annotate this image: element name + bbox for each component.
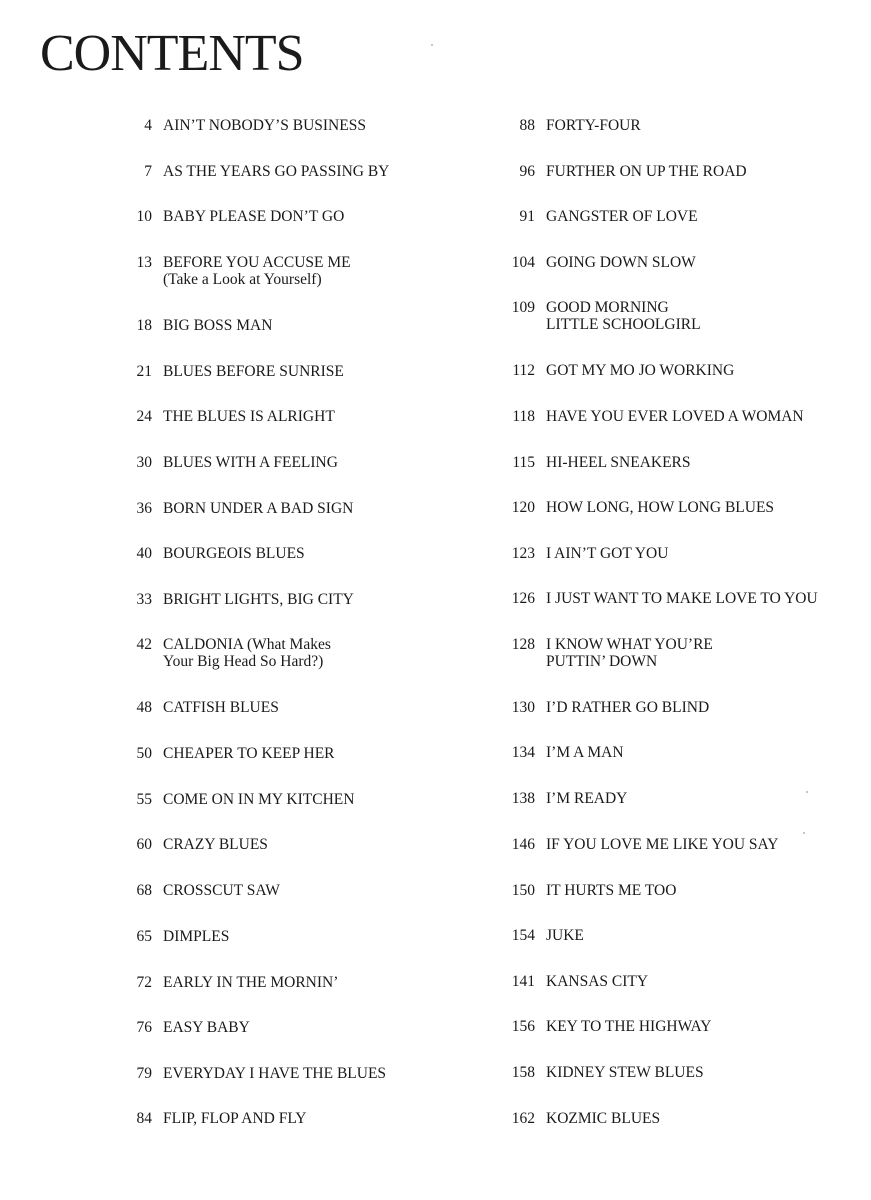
toc-entry bbox=[0, 117, 460, 134]
toc-entry bbox=[0, 1019, 460, 1036]
toc-song-title-line: EARLY IN THE MORNIN’ bbox=[163, 974, 339, 991]
toc-page-number: 72 bbox=[136, 974, 152, 991]
toc-song-title bbox=[535, 699, 709, 716]
toc-song-title-line: COME ON IN MY KITCHEN bbox=[163, 791, 355, 808]
toc-song-title bbox=[535, 208, 698, 225]
toc-song-title bbox=[152, 208, 344, 225]
toc-page-number: 13 bbox=[136, 254, 152, 271]
toc-entry bbox=[460, 836, 871, 853]
toc-song-title bbox=[152, 928, 229, 945]
toc-page-number: 79 bbox=[136, 1065, 152, 1082]
toc-page-number: 104 bbox=[511, 254, 535, 271]
toc-page-number: 21 bbox=[136, 363, 152, 380]
toc-page-number: 55 bbox=[136, 791, 152, 808]
toc-song-title-line: AIN’T NOBODY’S BUSINESS bbox=[163, 117, 366, 134]
toc-page-number: 134 bbox=[511, 744, 535, 761]
toc-song-title bbox=[152, 545, 305, 562]
toc-song-title-line: BLUES BEFORE SUNRISE bbox=[163, 363, 344, 380]
toc-page-number: 128 bbox=[511, 636, 535, 653]
toc-page-number: 158 bbox=[511, 1064, 535, 1081]
toc-song-title bbox=[152, 791, 354, 808]
toc-entry bbox=[460, 454, 871, 471]
toc-song-title bbox=[535, 408, 804, 425]
toc-page-number: 96 bbox=[519, 163, 535, 180]
toc-page-number: 76 bbox=[136, 1019, 152, 1036]
toc-page-number: 33 bbox=[136, 591, 152, 608]
toc-page-number: 48 bbox=[136, 699, 152, 716]
toc-song-title-line: GOING DOWN SLOW bbox=[546, 254, 696, 271]
toc-song-title bbox=[535, 744, 624, 761]
toc-page-number: 84 bbox=[136, 1110, 152, 1127]
toc-song-title-line: BOURGEOIS BLUES bbox=[163, 545, 305, 562]
toc-entry bbox=[460, 744, 871, 761]
toc-entry bbox=[460, 545, 871, 562]
toc-song-title bbox=[152, 974, 338, 991]
toc-entry bbox=[0, 208, 460, 225]
toc-entry bbox=[0, 791, 460, 808]
toc-song-title bbox=[152, 163, 389, 180]
toc-entry bbox=[460, 499, 871, 516]
toc-entry bbox=[460, 254, 871, 271]
toc-entry bbox=[460, 362, 871, 379]
toc-entry bbox=[0, 928, 460, 945]
toc-song-title bbox=[535, 1110, 660, 1127]
toc-entry bbox=[0, 636, 460, 670]
toc-song-title-line: I’M READY bbox=[546, 790, 628, 807]
toc-page-number: 10 bbox=[136, 208, 152, 225]
toc-song-title-line: GOOD MORNING bbox=[546, 299, 669, 316]
toc-song-title bbox=[535, 973, 648, 990]
toc-song-title bbox=[535, 590, 818, 607]
paper-speck bbox=[803, 832, 805, 834]
toc-song-title bbox=[535, 499, 774, 516]
toc-entry bbox=[460, 117, 871, 134]
toc-entry bbox=[460, 927, 871, 944]
toc-song-title bbox=[535, 163, 747, 180]
toc-entry bbox=[0, 1110, 460, 1127]
toc-song-title-line: BEFORE YOU ACCUSE ME bbox=[163, 254, 351, 271]
toc-page-number: 40 bbox=[136, 545, 152, 562]
toc-page-number: 146 bbox=[511, 836, 535, 853]
toc-song-title bbox=[152, 454, 338, 471]
toc-page-number: 126 bbox=[511, 590, 535, 607]
toc-song-title bbox=[152, 1019, 250, 1036]
toc-song-title-line: GOT MY MO JO WORKING bbox=[546, 362, 735, 379]
toc-page-number: 18 bbox=[136, 317, 152, 334]
toc-song-title-line: KEY TO THE HIGHWAY bbox=[546, 1018, 712, 1035]
toc-song-title bbox=[535, 117, 641, 134]
toc-song-title bbox=[535, 254, 696, 271]
toc-song-title-line: FORTY-FOUR bbox=[546, 117, 641, 134]
toc-entry bbox=[0, 591, 460, 608]
toc-page-number: 68 bbox=[136, 882, 152, 899]
toc-page-number: 109 bbox=[511, 299, 535, 316]
toc-entry bbox=[0, 454, 460, 471]
toc-page-number: 150 bbox=[511, 882, 535, 899]
toc-entry bbox=[0, 745, 460, 762]
toc-song-title bbox=[152, 591, 354, 608]
toc-song-title-line: CHEAPER TO KEEP HER bbox=[163, 745, 335, 762]
toc-entry bbox=[460, 882, 871, 899]
toc-page-number: 60 bbox=[136, 836, 152, 853]
page-title: CONTENTS bbox=[40, 25, 304, 82]
toc-entry bbox=[460, 699, 871, 716]
toc-song-title-line: CALDONIA (What Makes bbox=[163, 636, 331, 653]
toc-song-title-line: CROSSCUT SAW bbox=[163, 882, 280, 899]
toc-song-title bbox=[152, 1110, 306, 1127]
toc-song-title-line: BORN UNDER A BAD SIGN bbox=[163, 500, 354, 517]
toc-song-title bbox=[535, 362, 734, 379]
toc-page-number: 138 bbox=[511, 790, 535, 807]
toc-page-number: 42 bbox=[136, 636, 152, 653]
toc-song-title-line: I KNOW WHAT YOU’RE bbox=[546, 636, 713, 653]
toc-song-title-line: (Take a Look at Yourself) bbox=[163, 271, 322, 288]
toc-song-title-line: AS THE YEARS GO PASSING BY bbox=[163, 163, 390, 180]
toc-song-title bbox=[535, 454, 691, 471]
toc-song-title-line: LITTLE SCHOOLGIRL bbox=[546, 316, 701, 333]
toc-song-title-line: Your Big Head So Hard?) bbox=[163, 653, 324, 670]
toc-song-title bbox=[152, 1065, 386, 1082]
toc-page-number: 130 bbox=[511, 699, 535, 716]
toc-page-number: 50 bbox=[136, 745, 152, 762]
toc-entry bbox=[460, 208, 871, 225]
toc-page-number: 141 bbox=[511, 973, 535, 990]
toc-entry bbox=[0, 163, 460, 180]
toc-page-number: 30 bbox=[136, 454, 152, 471]
toc-entry bbox=[0, 317, 460, 334]
toc-song-title bbox=[535, 545, 668, 562]
toc-song-title bbox=[535, 636, 713, 670]
toc-song-title-line: IF YOU LOVE ME LIKE YOU SAY bbox=[546, 836, 779, 853]
toc-song-title bbox=[152, 317, 272, 334]
toc-song-title-line: EASY BABY bbox=[163, 1019, 250, 1036]
toc-song-title-line: FURTHER ON UP THE ROAD bbox=[546, 163, 747, 180]
toc-entry bbox=[460, 1064, 871, 1081]
toc-song-title-line: IT HURTS ME TOO bbox=[546, 882, 677, 899]
toc-page-number: 123 bbox=[511, 545, 535, 562]
toc-song-title-line: BLUES WITH A FEELING bbox=[163, 454, 338, 471]
toc-song-title-line: GANGSTER OF LOVE bbox=[546, 208, 698, 225]
toc-song-title bbox=[152, 408, 335, 425]
toc-song-title-line: PUTTIN’ DOWN bbox=[546, 653, 658, 670]
toc-entry bbox=[0, 1065, 460, 1082]
toc-page-number: 118 bbox=[512, 408, 535, 425]
toc-song-title bbox=[152, 882, 280, 899]
toc-song-title bbox=[535, 836, 779, 853]
toc-song-title-line: HOW LONG, HOW LONG BLUES bbox=[546, 499, 775, 516]
toc-song-title bbox=[535, 299, 701, 333]
toc-entry bbox=[460, 1110, 871, 1127]
toc-song-title bbox=[535, 1018, 711, 1035]
paper-speck bbox=[806, 791, 808, 793]
toc-entry bbox=[460, 636, 871, 670]
toc-song-title-line: THE BLUES IS ALRIGHT bbox=[163, 408, 335, 425]
toc-page-number: 4 bbox=[144, 117, 152, 134]
toc-page-number: 65 bbox=[136, 928, 152, 945]
toc-song-title-line: CATFISH BLUES bbox=[163, 699, 279, 716]
toc-page-number: 156 bbox=[511, 1018, 535, 1035]
toc-song-title bbox=[152, 363, 344, 380]
toc-song-title-line: EVERYDAY I HAVE THE BLUES bbox=[163, 1065, 387, 1082]
toc-page-number: 7 bbox=[144, 163, 152, 180]
toc-song-title-line: HAVE YOU EVER LOVED A WOMAN bbox=[546, 408, 804, 425]
toc-song-title-line: BABY PLEASE DON’T GO bbox=[163, 208, 345, 225]
toc-song-title-line: KOZMIC BLUES bbox=[546, 1110, 661, 1127]
toc-song-title bbox=[535, 927, 584, 944]
toc-entry bbox=[460, 408, 871, 425]
toc-page-number: 154 bbox=[511, 927, 535, 944]
toc-song-title-line: BRIGHT LIGHTS, BIG CITY bbox=[163, 591, 354, 608]
toc-entry bbox=[460, 790, 871, 807]
toc-entry bbox=[0, 408, 460, 425]
toc-song-title bbox=[152, 254, 351, 288]
toc-song-title-line: BIG BOSS MAN bbox=[163, 317, 273, 334]
toc-song-title bbox=[152, 745, 335, 762]
toc-entry bbox=[0, 836, 460, 853]
toc-page-number: 88 bbox=[519, 117, 535, 134]
toc-entry bbox=[0, 545, 460, 562]
toc-entry bbox=[0, 254, 460, 288]
toc-page-number: 162 bbox=[511, 1110, 535, 1127]
toc-song-title bbox=[535, 882, 676, 899]
toc-page-number: 112 bbox=[512, 362, 535, 379]
toc-song-title-line: DIMPLES bbox=[163, 928, 230, 945]
toc-song-title-line: HI-HEEL SNEAKERS bbox=[546, 454, 691, 471]
toc-entry bbox=[460, 1018, 871, 1035]
toc-entry bbox=[460, 299, 871, 333]
toc-song-title-line: CRAZY BLUES bbox=[163, 836, 268, 853]
toc-entry bbox=[0, 699, 460, 716]
toc-page-number: 24 bbox=[136, 408, 152, 425]
toc-song-title-line: I’M A MAN bbox=[546, 744, 624, 761]
toc-page-number: 36 bbox=[136, 500, 152, 517]
toc-entry bbox=[460, 163, 871, 180]
toc-song-title-line: I AIN’T GOT YOU bbox=[546, 545, 669, 562]
toc-song-title-line: JUKE bbox=[546, 927, 584, 944]
toc-song-title-line: FLIP, FLOP AND FLY bbox=[163, 1110, 307, 1127]
toc-page-number: 91 bbox=[519, 208, 535, 225]
toc-song-title bbox=[152, 636, 331, 670]
toc-entry bbox=[0, 500, 460, 517]
toc-page-number: 115 bbox=[512, 454, 535, 471]
toc-song-title bbox=[535, 790, 627, 807]
toc-song-title-line: I JUST WANT TO MAKE LOVE TO YOU bbox=[546, 590, 818, 607]
toc-entry bbox=[0, 882, 460, 899]
paper-speck bbox=[431, 44, 433, 46]
toc-song-title-line: KIDNEY STEW BLUES bbox=[546, 1064, 704, 1081]
toc-entry bbox=[0, 974, 460, 991]
toc-entry bbox=[0, 363, 460, 380]
toc-song-title-line: KANSAS CITY bbox=[546, 973, 649, 990]
toc-song-title bbox=[152, 117, 366, 134]
toc-page-number: 120 bbox=[511, 499, 535, 516]
toc-song-title bbox=[152, 699, 279, 716]
toc-song-title-line: I’D RATHER GO BLIND bbox=[546, 699, 710, 716]
toc-song-title bbox=[535, 1064, 704, 1081]
toc-song-title bbox=[152, 836, 268, 853]
toc-entry bbox=[460, 590, 871, 607]
toc-entry bbox=[460, 973, 871, 990]
toc-song-title bbox=[152, 500, 353, 517]
